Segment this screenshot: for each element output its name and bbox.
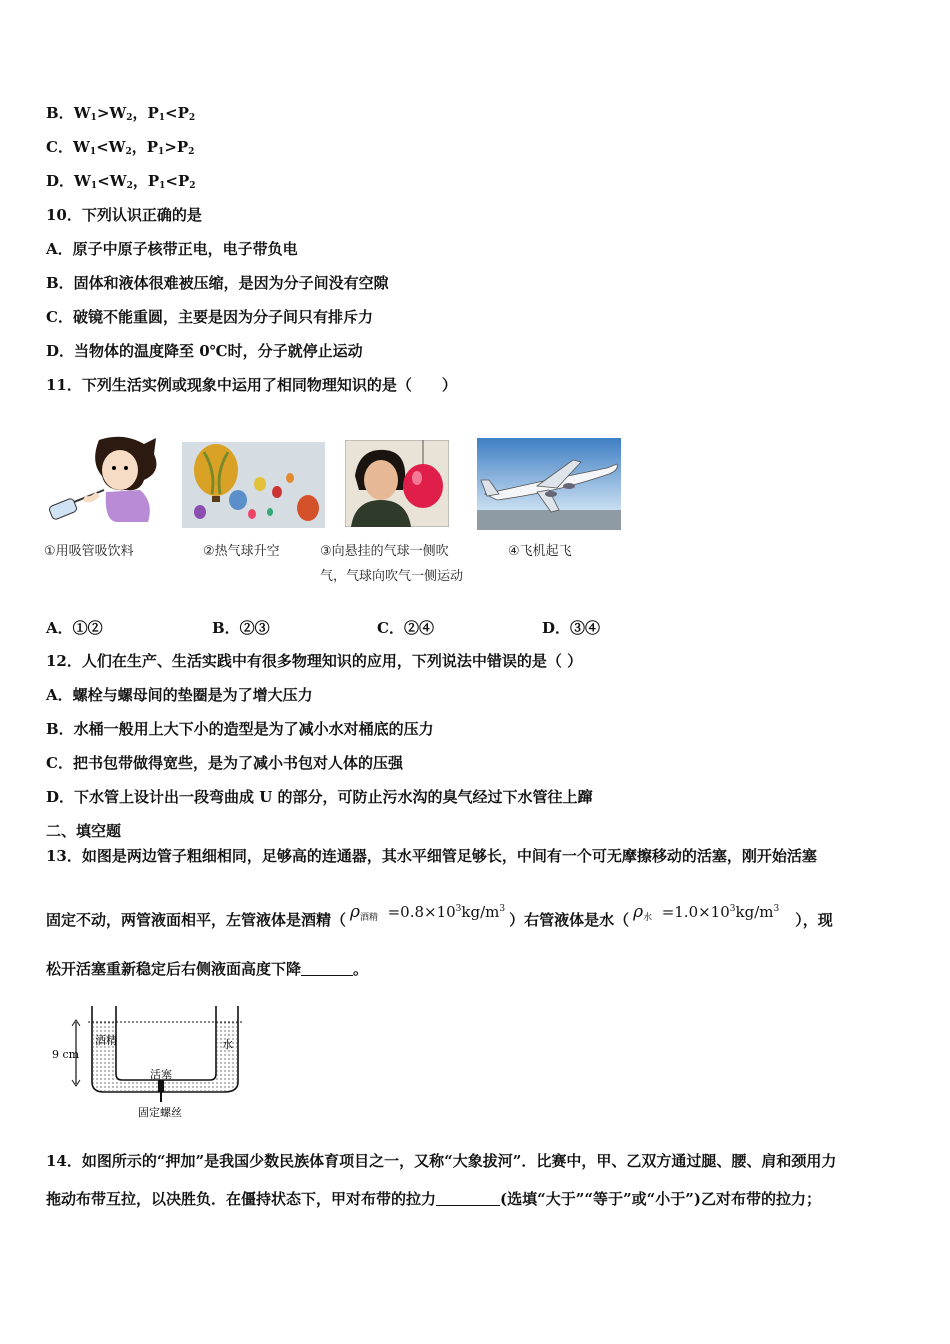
- balloon-blowing-image: [345, 440, 449, 527]
- q11-option-c: C．②④: [377, 619, 434, 637]
- svg-text:固定螺丝: 固定螺丝: [138, 1106, 182, 1119]
- svg-text:9 cm: 9 cm: [52, 1048, 80, 1061]
- connected-vessel-diagram: [48, 1002, 248, 1120]
- q11-option-d: D．③④: [542, 619, 601, 637]
- water-density-formula: $\rho_水 =1.0\times 10^3kg/m^3$: [633, 902, 780, 923]
- svg-text:酒精: 酒精: [95, 1034, 117, 1047]
- caption-blow-line2: 气，气球向吹气一侧运动: [320, 569, 464, 584]
- q11-stem: 11．下列生活实例或现象中运用了相同物理知识的是（ ）: [46, 376, 457, 394]
- q12-option-c: C．把书包带做得宽些，是为了减小书包对人体的压强: [46, 754, 403, 772]
- caption-straw: ①用吸管吸饮料: [44, 544, 134, 559]
- q9-option-c: C．$W_1<W_2$，$P_1>P_2$: [46, 138, 195, 157]
- q13-line3: 松开活塞重新稳定后右侧液面高度下降 。: [46, 960, 369, 978]
- svg-text:活塞: 活塞: [150, 1068, 172, 1081]
- svg-text:水: 水: [222, 1038, 233, 1051]
- airplane-takeoff-image: [477, 438, 621, 530]
- q10-option-b: B．固体和液体很难被压缩，是因为分子间没有空隙: [46, 274, 389, 292]
- q13-line2: 固定不动，两管液面相平，左管液体是酒精（ $\rho_{酒精} =0.8\times 10^3kg/m^3$）右管液体是水（ $\rho_水 =1.0\times 10^3kg/m^3$），现: [46, 907, 833, 936]
- caption-balloon: ②热气球升空: [203, 544, 280, 559]
- q11-option-b: B．②③: [212, 619, 270, 637]
- q11-option-a: A．①②: [46, 619, 103, 637]
- q9-option-d: D．$W_1<W_2$，$P_1<P_2$: [46, 172, 196, 191]
- q14-line1: 14．如图所示的“押加”是我国少数民族体育项目之一，又称“大象拔河”．比赛中，甲、乙双方通过腿、腰、肩和颈用力: [46, 1152, 837, 1170]
- q10-option-a: A．原子中原子核带正电，电子带负电: [46, 240, 298, 258]
- q14-line2: 拖动布带互拉，以决胜负．在僵持状态下，甲对布带的拉力 (选填“大于”“等于”或“小于”)乙对布带的拉力；: [46, 1190, 821, 1208]
- q9-option-b: B．$W_1>W_2$，$P_1<P_2$: [46, 104, 196, 123]
- alcohol-density-formula: $\rho_{酒精} =0.8\times 10^3kg/m^3$: [350, 902, 506, 923]
- caption-airplane: ④飞机起飞: [508, 544, 572, 559]
- section-heading: 二、填空题: [46, 822, 122, 840]
- q13-line1: 13．如图是两边管子粗细相同，足够高的连通器，其水平细管足够长，中间有一个可无摩擦移动的活塞，刚开始活塞: [46, 847, 817, 865]
- hot-air-balloons-image: [182, 442, 325, 528]
- q10-stem: 10．下列认识正确的是: [46, 206, 202, 224]
- q12-option-d: D．下水管上设计出一段弯曲成 U 的部分，可防止污水沟的臭气经过下水管往上蹿: [46, 788, 593, 806]
- q14-answer-blank[interactable]: [436, 1191, 500, 1206]
- q13-answer-blank[interactable]: [301, 961, 353, 976]
- q10-option-c: C．破镜不能重圆，主要是因为分子间只有排斥力: [46, 308, 373, 326]
- q10-option-d: D．当物体的温度降至 0℃时，分子就停止运动: [46, 342, 363, 360]
- q12-stem: 12．人们在生产、生活实践中有很多物理知识的应用，下列说法中错误的是（ ）: [46, 652, 583, 670]
- q12-option-b: B．水桶一般用上大下小的造型是为了减小水对桶底的压力: [46, 720, 434, 738]
- girl-drinking-straw-image: [44, 432, 164, 524]
- q12-option-a: A．螺栓与螺母间的垫圈是为了增大压力: [46, 686, 313, 704]
- caption-blow-line1: ③向悬挂的气球一侧吹: [320, 544, 449, 559]
